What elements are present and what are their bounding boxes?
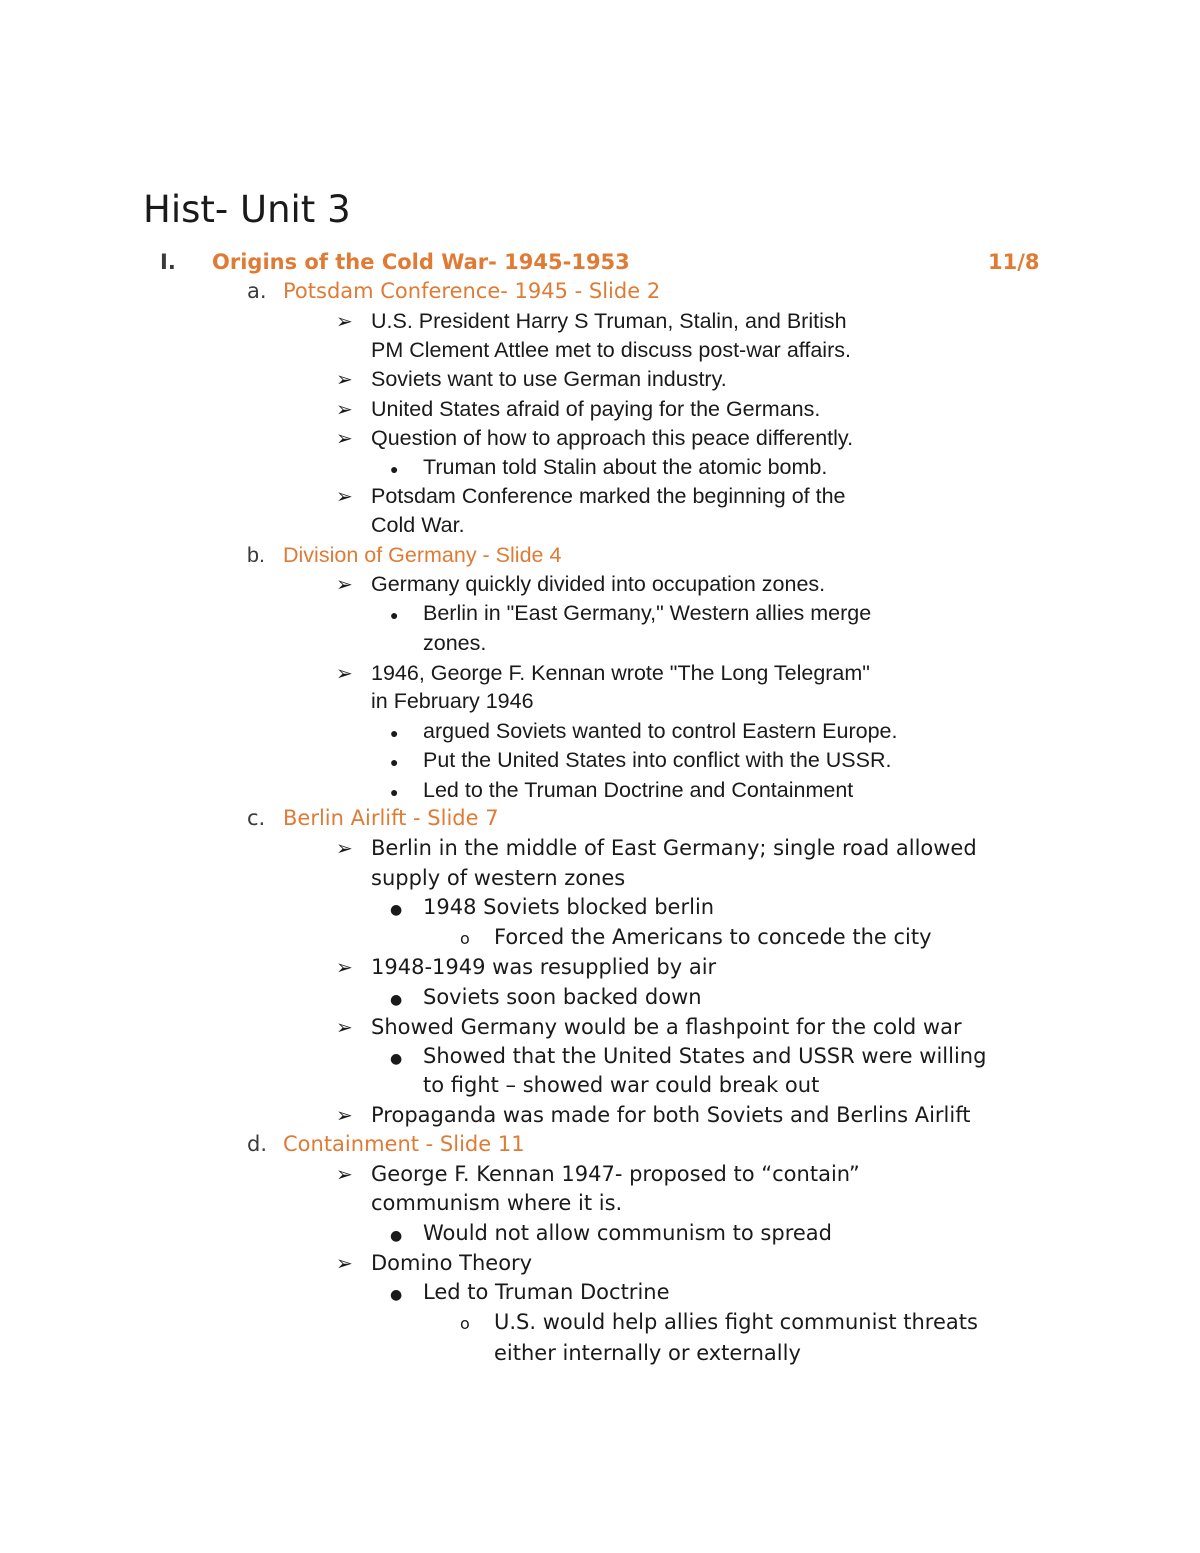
list-item-text: Would not allow communism to spread [423, 1221, 832, 1245]
arrow-bullet-icon: ➢ [336, 574, 353, 596]
subsection-heading: Division of Germany - Slide 4 [283, 543, 562, 567]
list-item-text: United States afraid of paying for the Germans. [371, 397, 821, 421]
list-item-text: Soviets want to use German industry. [371, 367, 727, 391]
list-item-text: Berlin in "East Germany," Western allies merge [423, 601, 872, 625]
list-item [460, 1307, 470, 1337]
list-item-text: Question of how to approach this peace differently. [371, 426, 854, 450]
arrow-bullet-icon: ➢ [336, 1162, 353, 1186]
dot-bullet-icon: ● [390, 902, 403, 918]
arrow-bullet-icon: ➢ [336, 955, 353, 979]
arrow-bullet-icon: ➢ [336, 1251, 353, 1275]
list-item [336, 481, 353, 511]
list-item-text: Led to Truman Doctrine [423, 1280, 670, 1304]
list-item [336, 1159, 353, 1189]
list-item [336, 1248, 353, 1278]
list-item-text: Truman told Stalin about the atomic bomb. [423, 455, 828, 479]
dot-bullet-icon: ● [390, 725, 399, 741]
list-item-text: U.S. would help allies fight communist threats [494, 1310, 978, 1334]
arrow-bullet-icon: ➢ [336, 369, 353, 391]
list-item-text: Germany quickly divided into occupation zones. [371, 572, 826, 596]
list-item-text: Domino Theory [371, 1251, 533, 1275]
list-item-text: Berlin in the middle of East Germany; single road allowed [371, 836, 977, 860]
list-item [336, 306, 353, 336]
dot-bullet-icon: ● [390, 784, 399, 800]
document-title: Hist- Unit 3 [143, 188, 351, 231]
section-date: 11/8 [988, 250, 1040, 274]
list-item-text: Showed Germany would be a flashpoint for the cold war [371, 1015, 962, 1039]
dot-bullet-icon: ● [390, 992, 403, 1008]
arrow-bullet-icon: ➢ [336, 399, 353, 421]
list-item-text: PM Clement Attlee met to discuss post-war affairs. [371, 338, 851, 362]
list-item-text: Showed that the United States and USSR were willing [423, 1044, 987, 1068]
list-item [390, 716, 398, 746]
subsection-letter: c. [247, 806, 266, 830]
arrow-bullet-icon: ➢ [336, 836, 353, 860]
list-item-text: in February 1946 [371, 689, 534, 713]
list-item-text: Propaganda was made for both Soviets and Berlins Airlift [371, 1103, 971, 1127]
list-item [460, 922, 470, 952]
list-item [390, 452, 398, 482]
section-numeral: I. [160, 250, 176, 274]
arrow-bullet-icon: ➢ [336, 486, 353, 508]
list-item [390, 598, 398, 628]
list-item-text: to fight – showed war could break out [423, 1073, 820, 1097]
list-item [336, 833, 353, 863]
list-item [336, 569, 353, 599]
subsection-letter: b. [247, 543, 265, 567]
list-item-text: 1946, George F. Kennan wrote "The Long Telegram" [371, 661, 870, 685]
list-item-text: argued Soviets wanted to control Eastern Europe. [423, 719, 898, 743]
dot-bullet-icon: ● [390, 607, 399, 623]
list-item [390, 1218, 402, 1248]
dot-bullet-icon: ● [390, 461, 399, 477]
subsection-heading: Berlin Airlift - Slide 7 [283, 806, 499, 830]
list-item-text: either internally or externally [494, 1341, 801, 1365]
list-item [390, 892, 402, 922]
list-item [390, 1041, 402, 1071]
circle-bullet-icon: o [460, 929, 470, 948]
dot-bullet-icon: ● [390, 1287, 403, 1303]
list-item-text: U.S. President Harry S Truman, Stalin, and British [371, 309, 847, 333]
list-item [336, 394, 353, 424]
subsection-heading: Containment - Slide 11 [283, 1132, 525, 1156]
list-item-text: 1948 Soviets blocked berlin [423, 895, 715, 919]
arrow-bullet-icon: ➢ [336, 1015, 353, 1039]
circle-bullet-icon: o [460, 1314, 470, 1333]
arrow-bullet-icon: ➢ [336, 311, 353, 333]
list-item-text: Forced the Americans to concede the city [494, 925, 932, 949]
list-item-text: zones. [423, 631, 487, 655]
dot-bullet-icon: ● [390, 1051, 403, 1067]
list-item-text: supply of western zones [371, 866, 626, 890]
list-item-text: Led to the Truman Doctrine and Containment [423, 778, 854, 802]
arrow-bullet-icon: ➢ [336, 428, 353, 450]
list-item-text: Potsdam Conference marked the beginning of the [371, 484, 846, 508]
section-heading: Origins of the Cold War- 1945-1953 [212, 250, 630, 274]
list-item-text: communism where it is. [371, 1191, 623, 1215]
arrow-bullet-icon: ➢ [336, 1103, 353, 1127]
dot-bullet-icon: ● [390, 1228, 403, 1244]
list-item-text: Put the United States into conflict with the USSR. [423, 748, 892, 772]
list-item [390, 1277, 402, 1307]
list-item-text: Soviets soon backed down [423, 985, 702, 1009]
subsection-letter: a. [247, 279, 267, 303]
list-item [390, 982, 402, 1012]
list-item [336, 364, 353, 394]
list-item [390, 775, 398, 805]
list-item [336, 1012, 353, 1042]
arrow-bullet-icon: ➢ [336, 663, 353, 685]
list-item [336, 1100, 353, 1130]
dot-bullet-icon: ● [390, 754, 399, 770]
list-item-text: 1948-1949 was resupplied by air [371, 955, 717, 979]
subsection-heading: Potsdam Conference- 1945 - Slide 2 [283, 279, 661, 303]
list-item [390, 745, 398, 775]
subsection-letter: d. [247, 1132, 268, 1156]
list-item [336, 423, 353, 453]
list-item-text: George F. Kennan 1947- proposed to “contain” [371, 1162, 860, 1186]
list-item [336, 658, 353, 688]
list-item-text: Cold War. [371, 513, 465, 537]
list-item [336, 952, 353, 982]
